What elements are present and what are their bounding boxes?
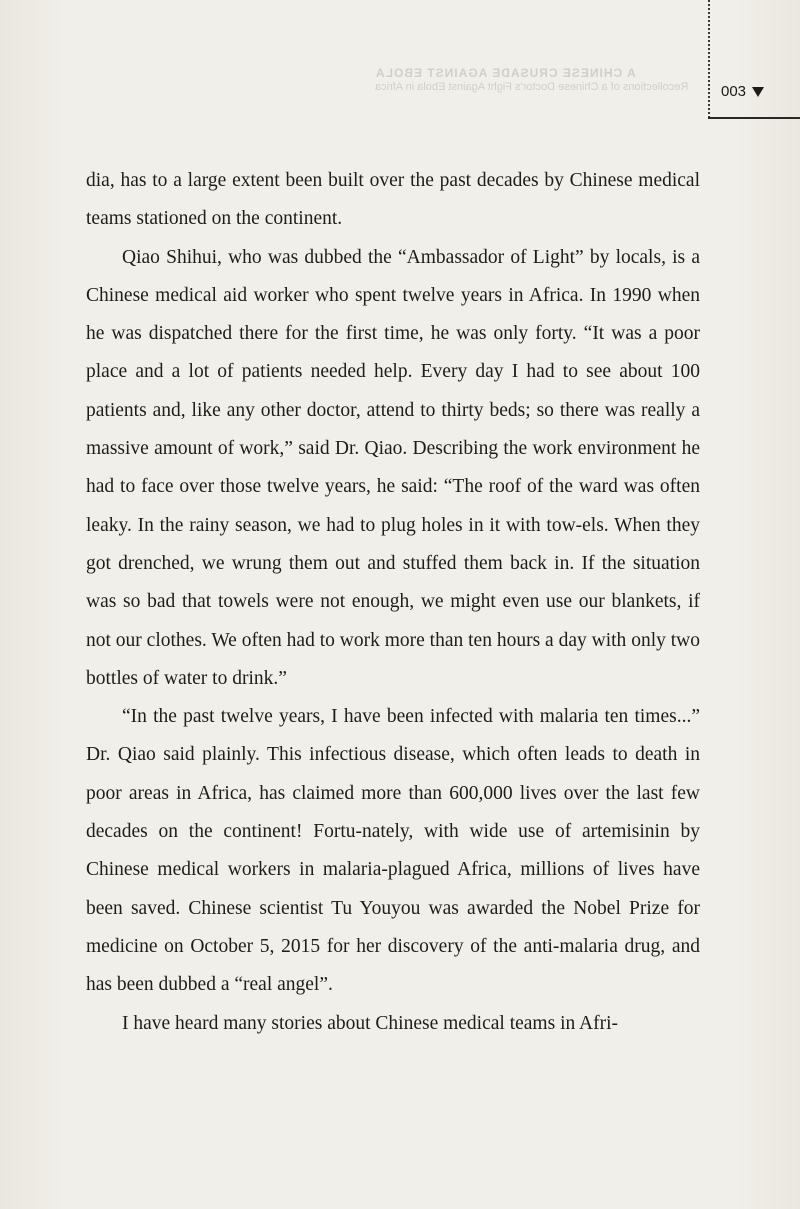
header-dotted-divider (708, 0, 710, 118)
paragraph-malaria: “In the past twelve years, I have been infected with malaria ten times...” Dr. Qiao said plainly. This infectious disease, which often leads to death in poor areas in Africa, has claimed more than 600,000 lives over the last few decades on the continent! Fortu-nately, with wide use of artemisinin by Chinese medical workers in malaria-plagued Africa, millions of lives have been saved. Chinese scientist Tu Youyou was awarded the Nobel Prize for medicine on October 5, 2015 for her discovery of the anti-malaria drug, and has been dubbed a “real angel”. (86, 706, 700, 996)
page-number-text: 003 (721, 83, 747, 100)
triangle-down-icon (752, 87, 764, 97)
header-rule (708, 117, 800, 119)
paragraph-continued: dia, has to a large extent been built over the past decades by Chinese medical teams stationed on the continent. (86, 170, 700, 230)
body-text (86, 162, 700, 1043)
running-head-bleedthrough (375, 66, 688, 95)
page-number (721, 83, 764, 100)
running-head-subtitle: Recollections of a Chinese Doctor's Fight Against Ebola in Africa (374, 81, 688, 93)
paragraph-stories: I have heard many stories about Chinese medical teams in Afri- (122, 1012, 619, 1034)
paragraph-qiao-shihui: Qiao Shihui, who was dubbed the “Ambassador of Light” by locals, is a Chinese medical aid worker who spent twelve years in Africa. In 1990 when he was dispatched there for the first time, he was only forty. “It was a poor place and a lot of patients needed help. Every day I had to see about 100 patients and, like any other doctor, attend to thirty beds; so there was really a massive amount of work,” said Dr. Qiao. Describing the work environment he had to face over those twelve years, he said: “The roof of the ward was often leaky. In the rainy season, we had to plug holes in it with tow-els. When they got drenched, we wrung them out and stuffed them back in. If the situation was so bad that towels were not enough, we might even use our blankets, if not our clothes. We often had to work more than ten hours a day with only two bottles of water to drink.” (86, 246, 700, 689)
running-head-title: A CHINESE CRUSADE AGAINST EBOLA (374, 66, 636, 80)
